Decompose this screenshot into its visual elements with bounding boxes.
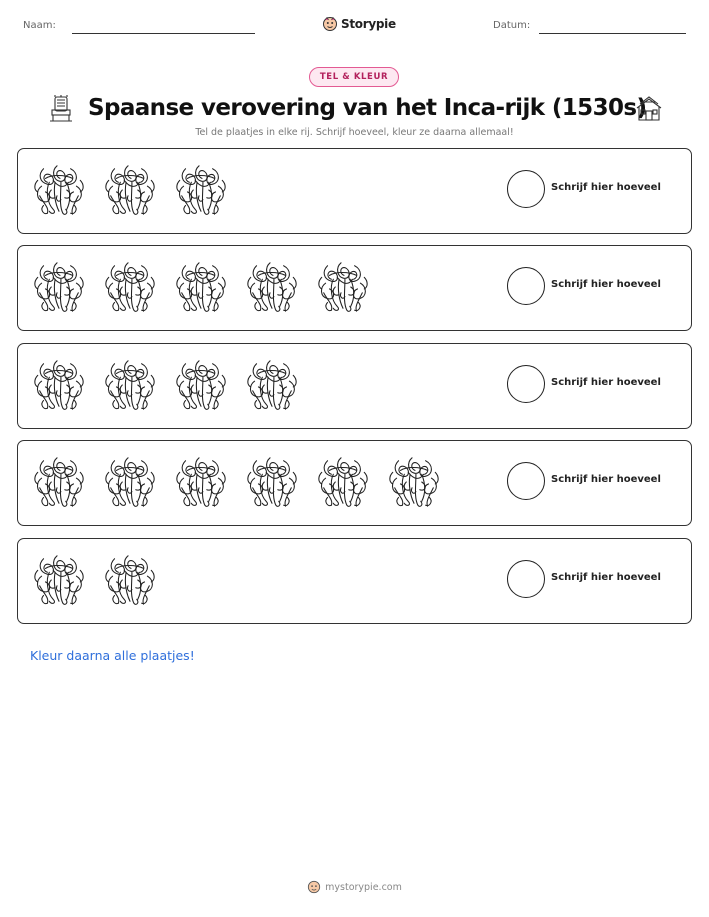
quipu-icon[interactable] bbox=[314, 453, 372, 511]
answer-circle[interactable] bbox=[507, 365, 545, 403]
quipu-icon[interactable] bbox=[101, 258, 159, 316]
quipu-icon[interactable] bbox=[30, 453, 88, 511]
counting-row bbox=[17, 440, 692, 526]
name-label: Naam: bbox=[23, 20, 56, 31]
quipu-icon[interactable] bbox=[172, 453, 230, 511]
picture-group bbox=[30, 258, 372, 318]
quipu-icon[interactable] bbox=[314, 258, 372, 316]
quipu-icon[interactable] bbox=[101, 356, 159, 414]
picture-group bbox=[30, 161, 230, 221]
footer-url[interactable]: mystorypie.com bbox=[325, 881, 402, 893]
answer-circle[interactable] bbox=[507, 560, 545, 598]
page-title: Spaanse verovering van het Inca-rijk (1530s) bbox=[88, 95, 647, 121]
quipu-icon[interactable] bbox=[243, 453, 301, 511]
quipu-icon[interactable] bbox=[101, 161, 159, 219]
quipu-icon[interactable] bbox=[385, 453, 443, 511]
counting-row bbox=[17, 245, 692, 331]
answer-circle[interactable] bbox=[507, 462, 545, 500]
answer-label: Schrijf hier hoeveel bbox=[551, 474, 661, 485]
quipu-icon[interactable] bbox=[172, 161, 230, 219]
picture-group bbox=[30, 551, 159, 611]
answer-circle[interactable] bbox=[507, 170, 545, 208]
picture-group bbox=[30, 453, 443, 513]
quipu-icon[interactable] bbox=[243, 258, 301, 316]
quipu-icon[interactable] bbox=[243, 356, 301, 414]
quipu-icon[interactable] bbox=[172, 258, 230, 316]
date-line[interactable] bbox=[539, 33, 686, 34]
throne-icon bbox=[46, 94, 76, 124]
date-label: Datum: bbox=[493, 20, 531, 31]
brand-name: Storypie bbox=[341, 17, 396, 31]
quipu-icon[interactable] bbox=[30, 161, 88, 219]
activity-badge: TEL & KLEUR bbox=[309, 67, 399, 87]
quipu-icon[interactable] bbox=[101, 551, 159, 609]
storypie-logo-icon bbox=[307, 880, 321, 894]
counting-row bbox=[17, 538, 692, 624]
picture-group bbox=[30, 356, 301, 416]
title-row bbox=[0, 92, 709, 126]
quipu-icon[interactable] bbox=[172, 356, 230, 414]
quipu-icon[interactable] bbox=[30, 356, 88, 414]
page-footer bbox=[0, 880, 709, 894]
quipu-icon[interactable] bbox=[30, 258, 88, 316]
answer-label: Schrijf hier hoeveel bbox=[551, 572, 661, 583]
counting-row bbox=[17, 148, 692, 234]
answer-label: Schrijf hier hoeveel bbox=[551, 279, 661, 290]
quipu-icon[interactable] bbox=[30, 551, 88, 609]
counting-row bbox=[17, 343, 692, 429]
house-icon bbox=[634, 94, 664, 124]
name-line[interactable] bbox=[72, 33, 255, 34]
answer-circle[interactable] bbox=[507, 267, 545, 305]
answer-label: Schrijf hier hoeveel bbox=[551, 182, 661, 193]
storypie-logo-icon bbox=[322, 16, 338, 32]
instructions: Tel de plaatjes in elke rij. Schrijf hoeveel, kleur ze daarna allemaal! bbox=[195, 127, 514, 138]
coloring-note: Kleur daarna alle plaatjes! bbox=[30, 648, 195, 663]
quipu-icon[interactable] bbox=[101, 453, 159, 511]
answer-label: Schrijf hier hoeveel bbox=[551, 377, 661, 388]
brand bbox=[322, 14, 396, 34]
worksheet-header bbox=[0, 14, 709, 42]
